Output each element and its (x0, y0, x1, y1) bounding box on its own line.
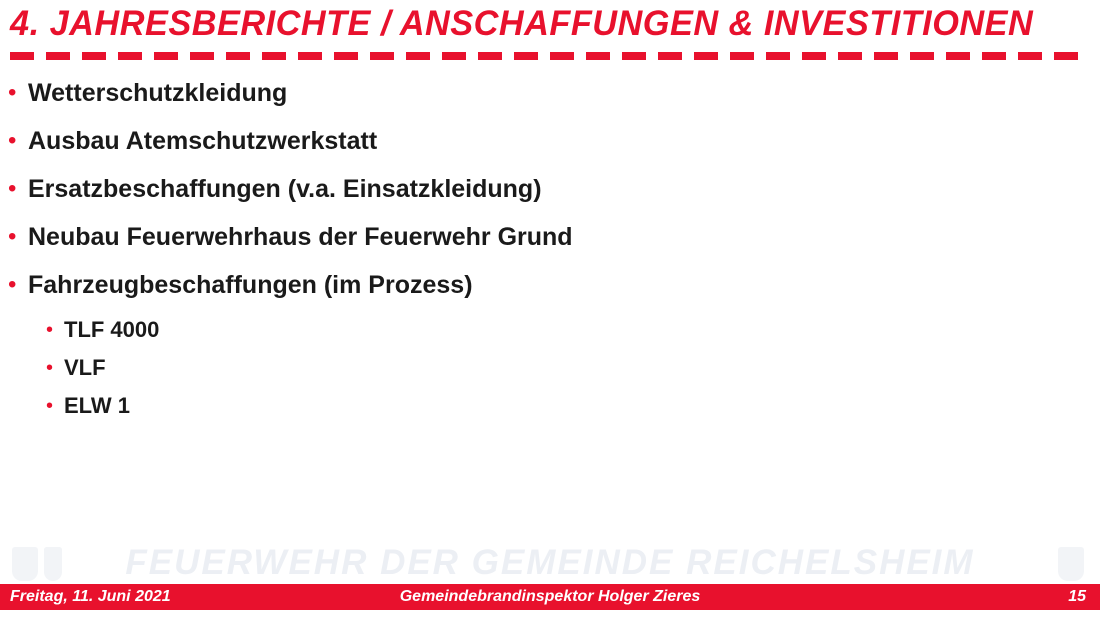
list-item (8, 72, 1080, 114)
footer-page-number: 15 (1068, 588, 1086, 605)
list-item-label: Wetterschutzkleidung (28, 79, 288, 107)
fire-department-badge-right-icon (1058, 547, 1084, 581)
footer-bar (0, 584, 1100, 610)
list-item-label: Fahrzeugbeschaffungen (im Prozess) (28, 271, 473, 299)
bullet-dot-icon: • (8, 223, 17, 250)
list-item-label: Ausbau Atemschutzwerkstatt (28, 127, 378, 155)
bullet-dot-icon: • (8, 127, 17, 154)
page-title: 4. JAHRESBERICHTE / ANSCHAFFUNGEN & INVESTITIONEN (10, 4, 1034, 43)
bottom-strip (0, 610, 1100, 619)
list-item (8, 168, 1080, 210)
sub-list-item (46, 350, 1080, 386)
watermark-label: FEUERWEHR DER GEMEINDE REICHELSHEIM (125, 543, 975, 582)
list-item (8, 264, 1080, 306)
list-item-label: Ersatzbeschaffungen (v.a. Einsatzkleidung) (28, 175, 542, 203)
list-item-label: Neubau Feuerwehrhaus der Feuerwehr Grund (28, 223, 573, 251)
bullet-dot-icon: • (46, 395, 54, 417)
fire-department-badge-icon (12, 547, 38, 581)
bullet-dot-icon: • (46, 357, 54, 379)
sub-list-item (46, 388, 1080, 424)
fire-department-badge-secondary-icon (44, 547, 62, 581)
bullet-dot-icon: • (8, 271, 17, 298)
bullet-dot-icon: • (8, 175, 17, 202)
sub-list-item-label: VLF (64, 355, 106, 380)
list-item (8, 216, 1080, 258)
title-divider (10, 52, 1090, 60)
footer-presenter: Gemeindebrandinspektor Holger Zieres (399, 588, 701, 605)
title-block (10, 2, 1090, 54)
watermark-band (0, 539, 1100, 587)
footer-date: Freitag, 11. Juni 2021 (10, 588, 171, 605)
sub-list-item (46, 312, 1080, 348)
bullet-dot-icon: • (46, 319, 54, 341)
sub-list-item-label: TLF 4000 (64, 317, 160, 342)
bullet-dot-icon: • (8, 79, 17, 106)
list-item (8, 120, 1080, 162)
sub-list-item-label: ELW 1 (64, 393, 131, 418)
bullet-list (8, 72, 1080, 426)
